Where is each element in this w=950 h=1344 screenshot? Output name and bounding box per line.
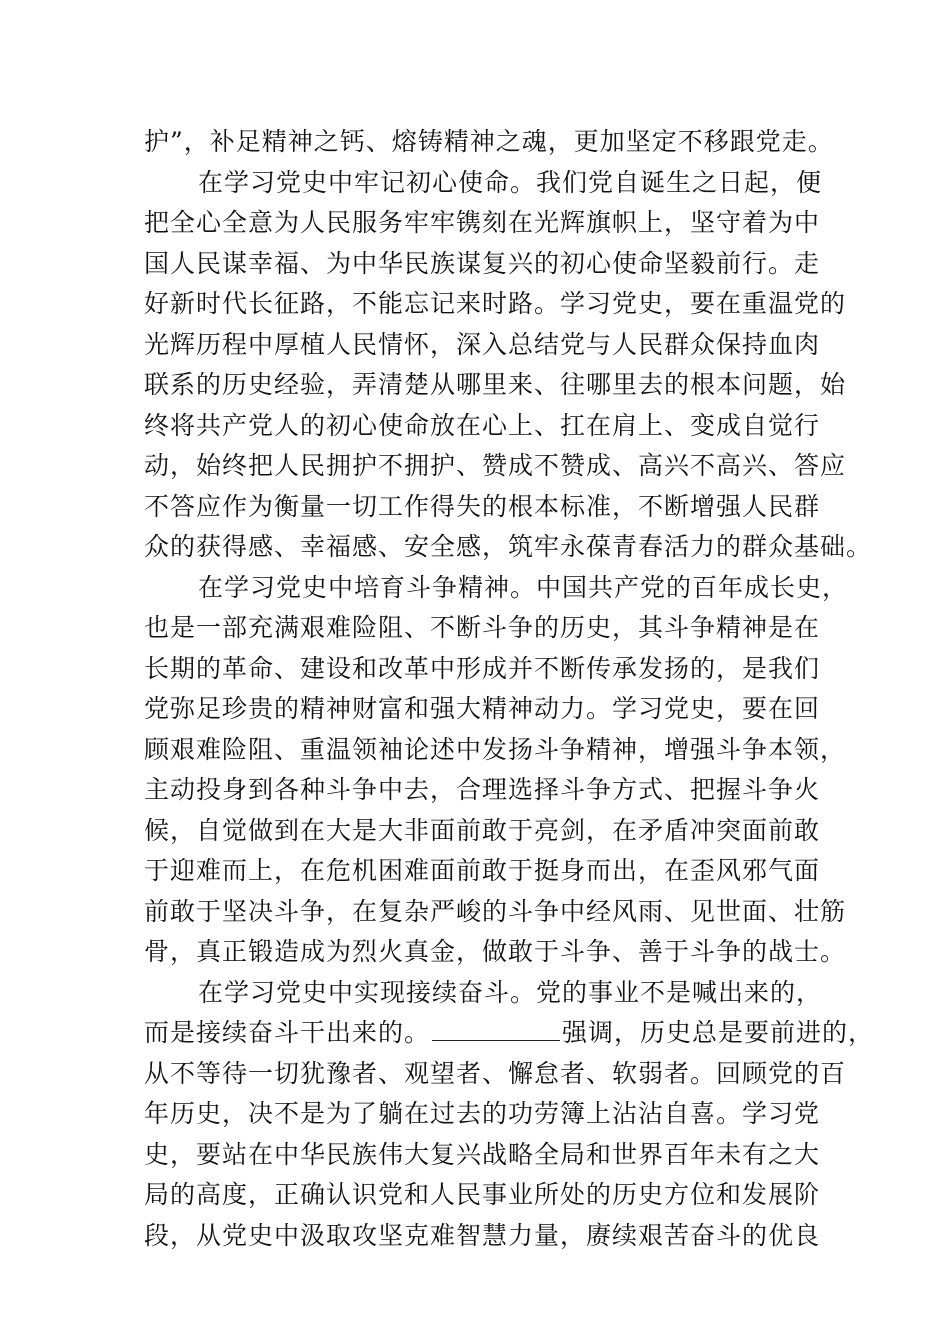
- text-line: 前敢于坚决斗争，在复杂严峻的斗争中经风雨、见世面、壮筋: [144, 896, 847, 926]
- text-line: 护”，补足精神之钙、熔铸精神之魂，更加坚定不移跟党走。: [144, 127, 834, 156]
- text-line: 长期的革命、建设和改革中形成并不断传承发扬的，是我们: [144, 653, 821, 683]
- text-line: 动，始终把人民拥护不拥护、赞成不赞成、高兴不高兴、答应: [144, 451, 847, 480]
- text-line: 光辉历程中厚植人民情怀，深入总结党与人民群众保持血肉: [144, 329, 821, 359]
- text-line: 终将共产党人的初心使命放在心上、扛在肩上、变成自觉行: [144, 410, 821, 440]
- text-line: 局的高度，正确认识党和人民事业所处的历史方位和发展阶: [144, 1180, 821, 1209]
- body-text: [144, 122, 875, 1256]
- paragraph-start-line: 在学习党史中实现接续奋斗。党的事业不是喊出来的，: [198, 977, 823, 1007]
- paragraph-start-line: 在学习党史中培育斗争精神。中国共产党的百年成长史，: [198, 572, 849, 602]
- text-line: 年历史，决不是为了躺在过去的功劳簿上沾沾自喜。学习党: [144, 1099, 821, 1128]
- text-line: 国人民谋幸福、为中华民族谋复兴的初心使命坚毅前行。走: [144, 248, 821, 278]
- text-line: 党弥足珍贵的精神财富和强大精神动力。学习党史，要在回: [144, 694, 821, 723]
- text-line: 段，从党史中汲取攻坚克难智慧力量，赓续艰苦奋斗的优良: [144, 1220, 821, 1250]
- text-line: 候，自觉做到在大是大非面前敢于亮剑，在矛盾冲突面前敢: [144, 815, 821, 845]
- text-line: 于迎难而上，在危机困难面前敢于挺身而出，在歪风邪气面: [144, 856, 821, 885]
- line-prefix-text: 而是接续奋斗干出来的。: [144, 1018, 431, 1047]
- text-line-with-blank: [144, 1013, 875, 1054]
- blank-underline: [432, 1022, 560, 1041]
- text-line: 史，要站在中华民族伟大复兴战略全局和世界百年未有之大: [144, 1139, 821, 1169]
- text-line: 顾艰难险阻、重温领袖论述中发扬斗争精神，增强斗争本领，: [144, 734, 847, 764]
- paragraph-start-line: 在学习党史中牢记初心使命。我们党自诞生之日起，便: [198, 167, 823, 197]
- text-line: 联系的历史经验，弄清楚从哪里来、往哪里去的根本问题，始: [144, 370, 847, 399]
- text-line: 把全心全意为人民服务牢牢镌刻在光辉旗帜上，坚守着为中: [144, 208, 821, 237]
- text-line: 主动投身到各种斗争中去，合理选择斗争方式、把握斗争火: [144, 775, 821, 804]
- text-line: 好新时代长征路，不能忘记来时路。学习党史，要在重温党的: [144, 289, 847, 318]
- text-line: 不答应作为衡量一切工作得失的根本标准，不断增强人民群: [144, 491, 821, 521]
- text-line: 从不等待一切犹豫者、观望者、懈怠者、软弱者。回顾党的百: [144, 1058, 847, 1088]
- text-line: 也是一部充满艰难险阻、不断斗争的历史，其斗争精神是在: [144, 613, 821, 642]
- line-suffix-text: 强调，历史总是要前进的，: [562, 1018, 875, 1047]
- text-line: 骨，真正锻造成为烈火真金，做敢于斗争、善于斗争的战士。: [144, 937, 847, 966]
- text-line: 众的获得感、幸福感、安全感，筑牢永葆青春活力的群众基础。: [144, 532, 873, 561]
